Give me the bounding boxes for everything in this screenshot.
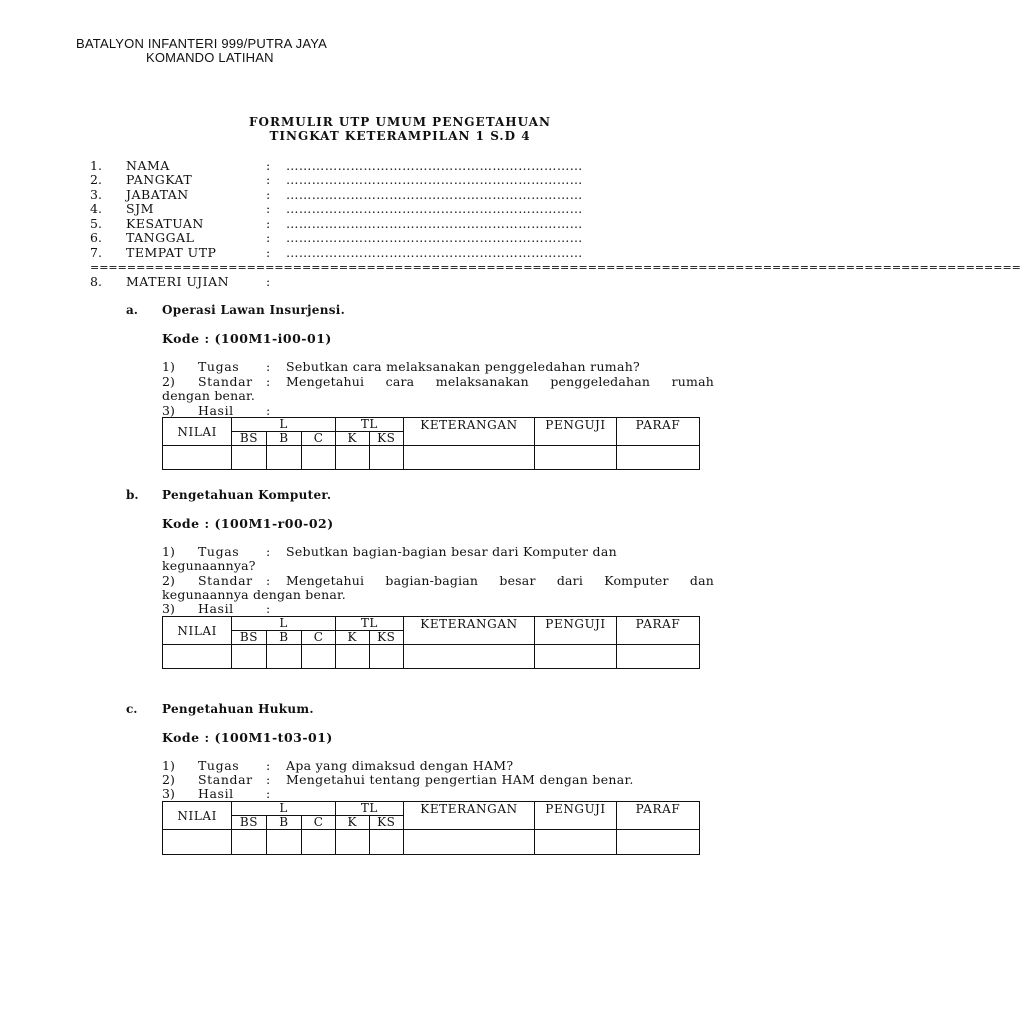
lulus-header: L — [232, 617, 336, 631]
bs-cell[interactable] — [232, 446, 266, 470]
nilai-header: NILAI — [163, 802, 232, 830]
standar-cont: kegunaannya dengan benar. — [162, 587, 346, 602]
c-header: C — [302, 432, 336, 446]
ks-cell[interactable] — [369, 645, 403, 669]
fill-line[interactable]: …………………………………………………………… — [286, 187, 583, 202]
b-cell[interactable] — [266, 830, 302, 855]
lulus-header: L — [232, 802, 336, 816]
paraf-cell[interactable] — [616, 645, 699, 669]
penguji-header: PENGUJI — [535, 617, 617, 645]
penguji-cell[interactable] — [535, 645, 617, 669]
separator-line: ===================================================================================================== — [90, 261, 1021, 274]
bs-header: BS — [232, 631, 266, 645]
section-code: Kode : (100M1-i00-01) — [162, 331, 332, 346]
b-cell[interactable] — [266, 446, 302, 470]
fill-line[interactable]: …………………………………………………………… — [286, 201, 583, 216]
tidak-lulus-header: TL — [335, 802, 403, 816]
ks-header: KS — [369, 816, 403, 830]
keterangan-cell[interactable] — [403, 645, 534, 669]
nilai-cell[interactable] — [163, 645, 232, 669]
nilai-header: NILAI — [163, 617, 232, 645]
standar-text: Mengetahui cara melaksanakan penggeledahan rumah — [286, 374, 714, 389]
bs-header: BS — [232, 816, 266, 830]
lulus-header: L — [232, 418, 336, 432]
keterangan-header: KETERANGAN — [403, 418, 534, 446]
org-unit: KOMANDO LATIHAN — [146, 50, 274, 65]
penguji-cell[interactable] — [535, 830, 617, 855]
section-code: Kode : (100M1-r00-02) — [162, 516, 334, 531]
penguji-header: PENGUJI — [535, 418, 617, 446]
section-code: Kode : (100M1-t03-01) — [162, 730, 333, 745]
ks-header: KS — [369, 631, 403, 645]
b-cell[interactable] — [266, 645, 302, 669]
nilai-header: NILAI — [163, 418, 232, 446]
c-header: C — [302, 631, 336, 645]
nilai-cell[interactable] — [163, 830, 232, 855]
nilai-cell[interactable] — [163, 446, 232, 470]
fill-line[interactable]: …………………………………………………………… — [286, 216, 583, 231]
tugas-cont: kegunaannya? — [162, 558, 256, 573]
k-cell[interactable] — [335, 830, 369, 855]
k-cell[interactable] — [335, 446, 369, 470]
b-header: B — [266, 432, 302, 446]
fill-line[interactable]: …………………………………………………………… — [286, 172, 583, 187]
k-cell[interactable] — [335, 645, 369, 669]
paraf-header: PARAF — [616, 617, 699, 645]
ks-header: KS — [369, 432, 403, 446]
paraf-cell[interactable] — [616, 446, 699, 470]
score-entry-row — [163, 830, 700, 855]
c-cell[interactable] — [302, 446, 336, 470]
section-title: Pengetahuan Komputer. — [162, 488, 332, 502]
keterangan-header: KETERANGAN — [403, 617, 534, 645]
tidak-lulus-header: TL — [335, 617, 403, 631]
form-title: FORMULIR UTP UMUM PENGETAHUAN — [249, 115, 551, 129]
score-table — [162, 801, 700, 855]
standar-cont: dengan benar. — [162, 388, 256, 403]
score-entry-row — [163, 645, 700, 669]
fill-line[interactable]: …………………………………………………………… — [286, 158, 583, 173]
score-table — [162, 616, 700, 669]
penguji-cell[interactable] — [535, 446, 617, 470]
fill-line[interactable]: …………………………………………………………… — [286, 230, 583, 245]
c-cell[interactable] — [302, 645, 336, 669]
keterangan-cell[interactable] — [403, 830, 534, 855]
paraf-header: PARAF — [616, 802, 699, 830]
c-header: C — [302, 816, 336, 830]
penguji-header: PENGUJI — [535, 802, 617, 830]
section-title: Pengetahuan Hukum. — [162, 702, 314, 716]
org-name: BATALYON INFANTERI 999/PUTRA JAYA — [76, 36, 328, 51]
c-cell[interactable] — [302, 830, 336, 855]
tidak-lulus-header: TL — [335, 418, 403, 432]
paraf-cell[interactable] — [616, 830, 699, 855]
b-header: B — [266, 816, 302, 830]
ks-cell[interactable] — [369, 446, 403, 470]
bs-cell[interactable] — [232, 645, 266, 669]
form-subtitle: TINGKAT KETERAMPILAN 1 S.D 4 — [269, 129, 531, 143]
b-header: B — [266, 631, 302, 645]
bs-cell[interactable] — [232, 830, 266, 855]
k-header: K — [335, 432, 369, 446]
keterangan-cell[interactable] — [403, 446, 534, 470]
score-table — [162, 417, 700, 470]
k-header: K — [335, 816, 369, 830]
ks-cell[interactable] — [369, 830, 403, 855]
paraf-header: PARAF — [616, 418, 699, 446]
keterangan-header: KETERANGAN — [403, 802, 534, 830]
fill-line[interactable]: …………………………………………………………… — [286, 245, 583, 260]
score-entry-row — [163, 446, 700, 470]
bs-header: BS — [232, 432, 266, 446]
standar-text: Mengetahui bagian-bagian besar dari Komputer dan — [286, 573, 714, 588]
section-title: Operasi Lawan Insurjensi. — [162, 303, 346, 317]
k-header: K — [335, 631, 369, 645]
